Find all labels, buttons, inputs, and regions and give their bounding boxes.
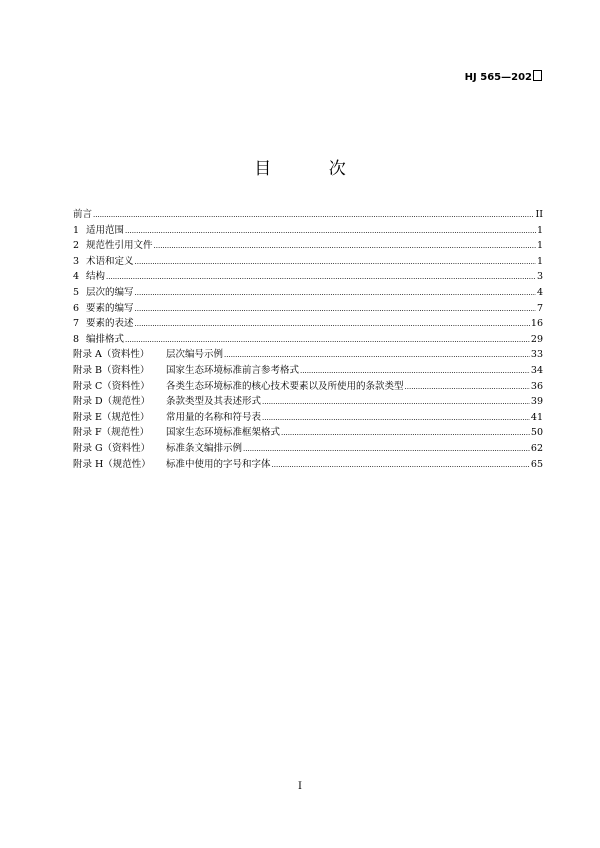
toc-leader-dots <box>135 286 536 302</box>
toc-entry[interactable] <box>73 223 543 239</box>
toc-entry-page: 7 <box>536 302 543 314</box>
toc-entry-appendix-label: 附录 D（规范性） <box>73 396 151 408</box>
toc-entry-number: 4 <box>73 271 80 283</box>
toc-entry[interactable] <box>73 332 543 348</box>
page-title: 目 次 <box>254 159 372 179</box>
toc-entry-title: 要素的编写 <box>86 302 134 314</box>
toc-entry-title: 标准条文编排示例 <box>166 442 243 454</box>
toc-entry-number: 8 <box>73 333 80 345</box>
toc-leader-dots <box>224 348 530 364</box>
toc-entry-title: 国家生态环境标准前言参考格式 <box>166 364 300 376</box>
toc-leader-dots <box>154 239 536 255</box>
toc-entry-title: 前言 <box>73 209 93 220</box>
toc-leader-dots <box>405 380 530 396</box>
toc-entry-title: 编排格式 <box>86 333 125 345</box>
footer-page-number: I <box>298 781 302 792</box>
toc-entry-page: 39 <box>530 396 543 408</box>
toc-entry-appendix-label: 附录 B（资料性） <box>73 364 150 376</box>
toc-entry-number: 1 <box>73 224 80 236</box>
toc-entry[interactable] <box>73 269 543 285</box>
toc-entry-page: 4 <box>536 286 543 298</box>
toc-entry-page: 50 <box>530 427 543 439</box>
toc-entry-title: 结构 <box>86 271 106 283</box>
toc-entry-title: 术语和定义 <box>86 255 134 267</box>
toc-entry-page: 1 <box>536 240 543 252</box>
toc-leader-dots <box>125 224 536 240</box>
toc-leader-dots <box>243 442 530 458</box>
toc-entry[interactable] <box>73 441 543 457</box>
document-code <box>465 70 542 85</box>
toc-entry-appendix-label: 附录 E（规范性） <box>73 411 150 423</box>
toc-entry-page: 36 <box>530 380 543 392</box>
toc-entry[interactable] <box>73 285 543 301</box>
toc-entry-appendix-label: 附录 F（规范性） <box>73 427 150 439</box>
toc-entry-title: 各类生态环境标准的核心技术要素以及所使用的条款类型 <box>166 380 404 392</box>
toc-entry-page: 1 <box>536 224 543 236</box>
toc-entry[interactable] <box>73 363 543 379</box>
toc-entry[interactable] <box>73 316 543 332</box>
toc-entry-number: 7 <box>73 318 80 330</box>
toc-entry-page: 62 <box>530 442 543 454</box>
toc-entry-number: 2 <box>73 240 80 252</box>
toc-entry-page: II <box>535 209 543 220</box>
toc-entry-number: 5 <box>73 286 80 298</box>
toc-entry[interactable] <box>73 425 543 441</box>
placeholder-box-icon <box>533 70 542 81</box>
toc-entry-page: 33 <box>530 349 543 361</box>
toc-entry-page: 29 <box>530 333 543 345</box>
toc-entry-number: 6 <box>73 302 80 314</box>
toc-leader-dots <box>262 395 530 411</box>
toc-leader-dots <box>135 302 536 318</box>
toc-entry-title: 适用范围 <box>86 224 125 236</box>
toc-entry-page: 1 <box>536 255 543 267</box>
toc-entry[interactable] <box>73 254 543 270</box>
toc-leader-dots <box>125 333 530 349</box>
toc-leader-dots <box>272 458 530 474</box>
toc-entry-title: 国家生态环境标准框架格式 <box>166 427 281 439</box>
toc-entry[interactable] <box>73 347 543 363</box>
toc-entry-page: 41 <box>530 411 543 423</box>
toc-entry[interactable] <box>73 394 543 410</box>
toc-entry-page: 16 <box>530 318 543 330</box>
toc-entry[interactable] <box>73 410 543 426</box>
toc-entry-page: 34 <box>530 364 543 376</box>
toc-entry-title: 层次的编写 <box>86 286 134 298</box>
toc-entry-appendix-label: 附录 C（资料性） <box>73 380 150 392</box>
toc-leader-dots <box>135 317 530 333</box>
toc-entry-number: 3 <box>73 255 80 267</box>
document-code-text: HJ 565—202 <box>464 72 532 83</box>
toc-entry-page: 3 <box>536 271 543 283</box>
toc-entry[interactable] <box>73 379 543 395</box>
toc-leader-dots <box>93 208 534 224</box>
toc-leader-dots <box>281 426 530 442</box>
toc-leader-dots <box>262 411 530 427</box>
toc-entry-title: 要素的表述 <box>86 318 134 330</box>
toc-entry[interactable] <box>73 457 543 473</box>
toc-leader-dots <box>135 255 536 271</box>
toc-entry-title: 层次编号示例 <box>166 349 224 361</box>
toc-entry[interactable] <box>73 301 543 317</box>
toc-entry[interactable] <box>73 207 543 223</box>
toc-entry-appendix-label: 附录 A（资料性） <box>73 349 150 361</box>
toc-entry-appendix-label: 附录 H（规范性） <box>73 458 151 470</box>
toc-entry-title: 规范性引用文件 <box>86 240 153 252</box>
toc-entry-appendix-label: 附录 G（资料性） <box>73 442 151 454</box>
toc-leader-dots <box>106 270 536 286</box>
toc-entry-page: 65 <box>530 458 543 470</box>
toc-entry-title: 标准中使用的字号和字体 <box>166 458 271 470</box>
toc-leader-dots <box>300 364 530 380</box>
toc-entry-title: 条款类型及其表述形式 <box>166 396 262 408</box>
table-of-contents <box>73 207 543 472</box>
toc-entry[interactable] <box>73 238 543 254</box>
toc-entry-title: 常用量的名称和符号表 <box>166 411 262 423</box>
